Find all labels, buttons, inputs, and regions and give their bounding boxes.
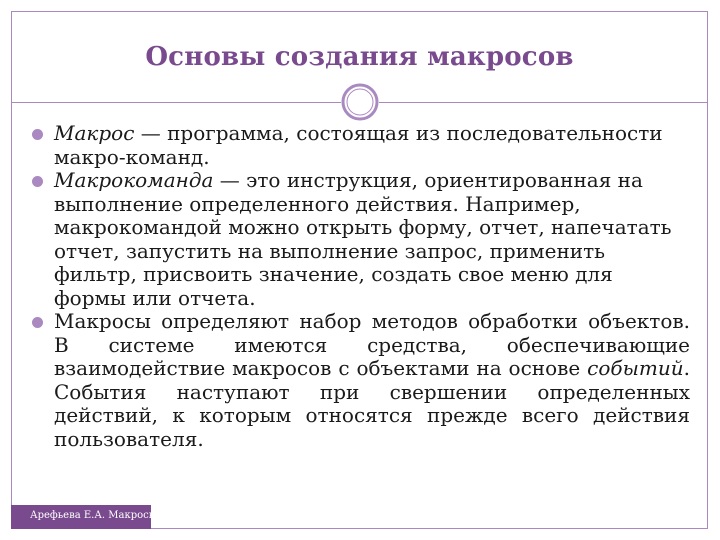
title-divider-left [11,102,341,103]
term-macrocommand: Макрокоманда [54,168,214,192]
footer-author: Арефьева Е.А. Макросы [30,510,157,521]
bullet-list [30,122,690,451]
bullet-text: — программа, состоящая из последовательности макро-команд. [54,121,663,169]
bullet-text-after: . События наступают при свершении определенных действий, к которым относятся прежде всего действия пользователя. [54,356,690,451]
bullet-item-macrocommand [30,169,690,310]
bullet-item-macros-events [30,310,690,451]
bullet-text: — это инструкция, ориентированная на выполнение определенного действия. Например, макрокомандой можно открыть форму, отчет, напечатать отчет, запустить на выполнение запрос, применить фильтр, присвоить значение, создать свое меню для формы или отчета. [54,168,672,310]
bullet-icon [32,317,43,328]
term-macro: Макрос [54,121,135,145]
title-divider-right [379,102,708,103]
term-events: событий [587,356,684,380]
slide-title: Основы создания макросов [145,42,574,72]
bullet-text-before: Макросы определяют набор методов обработки объектов. В системе имеются средства, обеспечивающие взаимодействие макросов с объектами на основе [54,309,690,380]
bullet-icon [32,176,43,187]
bullet-icon [32,129,43,140]
circle-ornament-icon [340,82,380,122]
bullet-item-macro [30,122,690,169]
